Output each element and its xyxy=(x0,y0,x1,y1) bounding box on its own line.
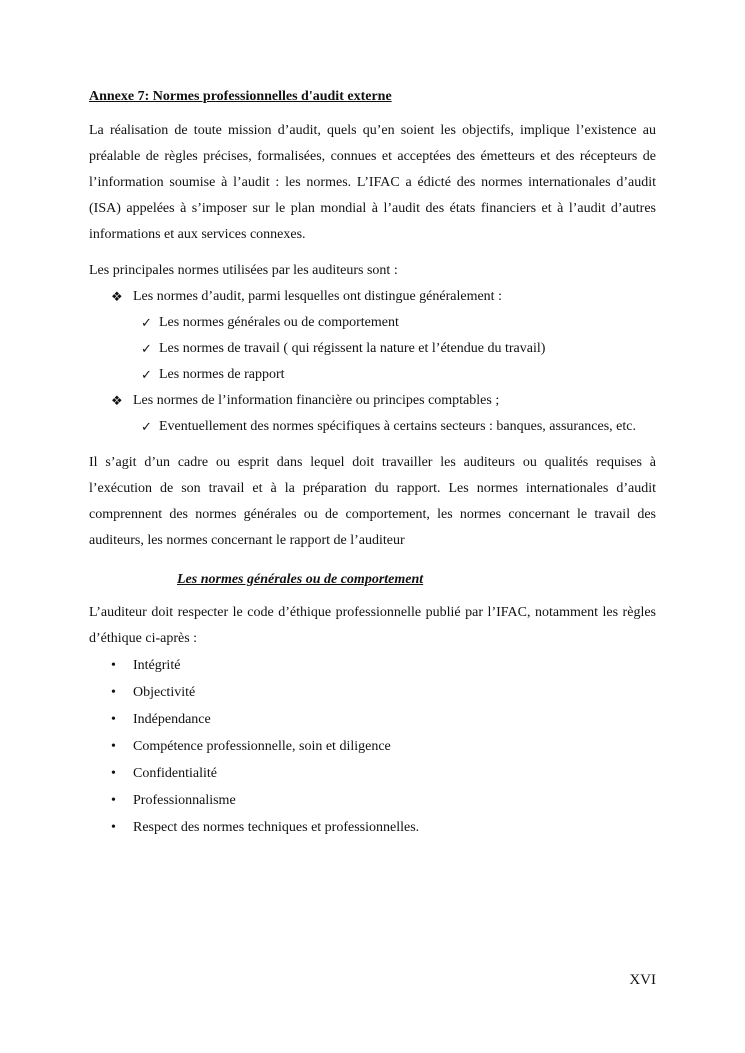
ethics-rule: Respect des normes techniques et professionnelles. xyxy=(133,820,420,835)
document-page xyxy=(89,88,656,841)
norms-list xyxy=(89,284,656,440)
list-item xyxy=(89,733,656,760)
bullet-icon: • xyxy=(111,766,116,781)
sub-norm-label: Les normes générales ou de comportement xyxy=(159,315,399,330)
bullet-icon: • xyxy=(111,739,116,754)
list-item xyxy=(89,388,656,414)
ethics-rule: Intégrité xyxy=(133,658,181,673)
list-item xyxy=(89,362,656,388)
bullet-icon: • xyxy=(111,712,116,727)
ethics-paragraph: L’auditeur doit respecter le code d’éthique professionnelle publié par l’IFAC, notamment les règles d’éthique ci-après : xyxy=(89,605,656,646)
list-item xyxy=(89,336,656,362)
check-icon: ✓ xyxy=(141,315,152,330)
bullet-icon: • xyxy=(111,793,116,808)
list-item xyxy=(89,310,656,336)
sub-norm-label: Eventuellement des normes spécifiques à certains secteurs : banques, assurances, etc. xyxy=(159,419,636,434)
section-subtitle: Les normes générales ou de comportement xyxy=(177,572,424,587)
framework-paragraph: Il s’agit d’un cadre ou esprit dans lequel doit travailler les auditeurs ou qualités requises à l’exécution de son travail et à la préparation du rapport. Les normes internationales d’audit comprennent des normes générales ou de comportement, les normes concernant le travail des auditeurs, les normes concernant le rapport de l’auditeur xyxy=(89,455,656,548)
bullet-icon: • xyxy=(111,685,116,700)
list-item xyxy=(89,284,656,310)
ethics-rules-list xyxy=(89,652,656,841)
page-number: XVI xyxy=(629,972,656,988)
check-icon: ✓ xyxy=(141,419,152,434)
ethics-rule: Compétence professionnelle, soin et diligence xyxy=(133,739,391,754)
ethics-rule: Professionnalisme xyxy=(133,793,236,808)
list-item xyxy=(89,787,656,814)
list-item xyxy=(89,706,656,733)
sub-norm-label: Les normes de rapport xyxy=(159,367,285,382)
check-icon: ✓ xyxy=(141,341,152,356)
list-item xyxy=(89,760,656,787)
diamond-bullet-icon: ❖ xyxy=(111,289,123,304)
list-item xyxy=(89,652,656,679)
ethics-rule: Confidentialité xyxy=(133,766,217,781)
bullet-icon: • xyxy=(111,820,116,835)
page-heading: Annexe 7: Normes professionnelles d'audit externe xyxy=(89,89,392,104)
check-icon: ✓ xyxy=(141,367,152,382)
sub-norm-label: Les normes de travail ( qui régissent la nature et l’étendue du travail) xyxy=(159,341,546,356)
list-item xyxy=(89,679,656,706)
list-item xyxy=(89,414,656,440)
norm-label: Les normes d’audit, parmi lesquelles ont distingue généralement : xyxy=(133,289,502,304)
norm-label: Les normes de l’information financière ou principes comptables ; xyxy=(133,393,500,408)
ethics-rule: Indépendance xyxy=(133,712,211,727)
ethics-rule: Objectivité xyxy=(133,685,196,700)
bullet-icon: • xyxy=(111,658,116,673)
diamond-bullet-icon: ❖ xyxy=(111,393,123,408)
list-item xyxy=(89,814,656,841)
list-intro: Les principales normes utilisées par les auditeurs sont : xyxy=(89,263,398,278)
intro-paragraph: La réalisation de toute mission d’audit, quels qu’en soient les objectifs, implique l’existence au préalable de règles précises, formalisées, connues et acceptées des émetteurs et des récepteurs de l’information soumise à l’audit : les normes. L’IFAC a édicté des normes internationales d’audit (ISA) appelées à s’imposer sur le plan mondial à l’audit des états financiers et à l’audit d’autres informations et aux services connexes. xyxy=(89,123,656,242)
